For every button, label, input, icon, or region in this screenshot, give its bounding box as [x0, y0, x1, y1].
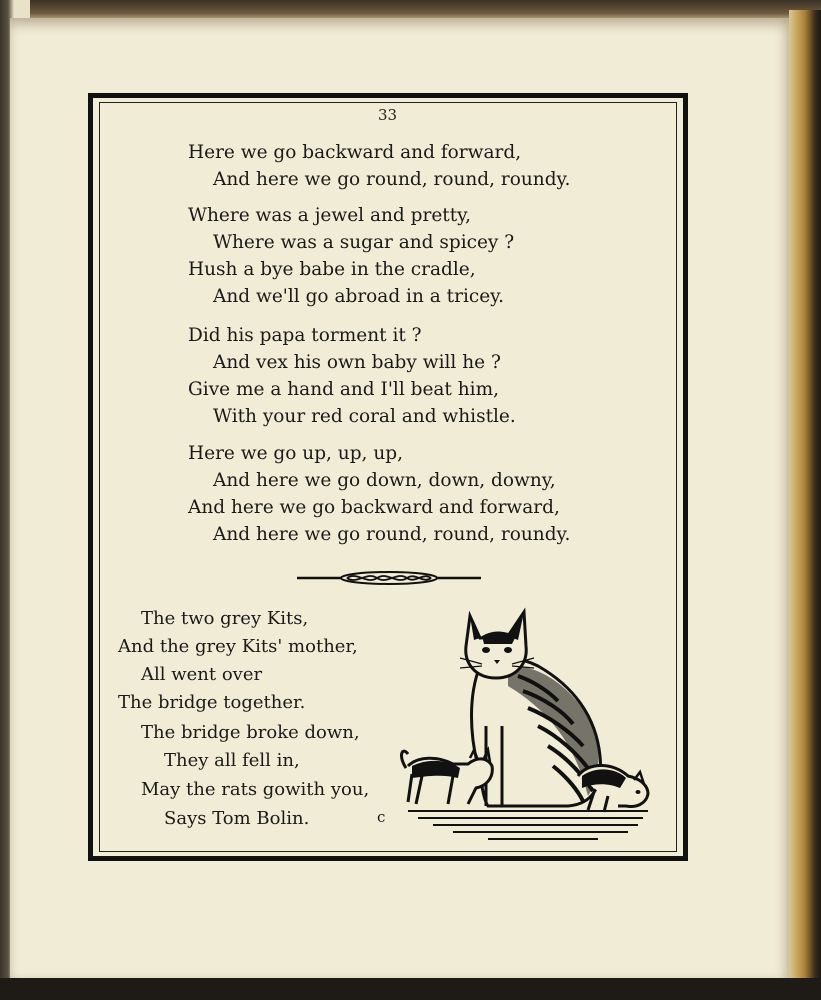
- verse-line: And here we go round, round, roundy.: [213, 169, 571, 190]
- verse-line: And we'll go abroad in a tricey.: [213, 286, 505, 307]
- signature-mark: c: [377, 808, 386, 826]
- book-cover-right: [789, 10, 821, 1000]
- verse-line: Where was a jewel and pretty,: [188, 205, 472, 226]
- verse-line: And here we go backward and forward,: [188, 497, 560, 518]
- ornament-divider: [297, 569, 481, 587]
- verse-line: The bridge broke down,: [141, 722, 360, 743]
- verse-line: And here we go round, round, roundy.: [213, 524, 571, 545]
- verse-line: They all fell in,: [164, 750, 300, 771]
- verse-line: And vex his own baby will he ?: [213, 352, 501, 373]
- stanza-3: [188, 322, 516, 430]
- verse-line: May the rats gowith you,: [141, 779, 370, 800]
- verse-line: Says Tom Bolin.: [164, 808, 310, 829]
- verse-line: The two grey Kits,: [141, 608, 309, 629]
- page-number: 33: [378, 106, 398, 124]
- verse-line: Did his papa torment it ?: [188, 325, 422, 346]
- verse-line: And here we go down, down, downy,: [213, 470, 556, 491]
- background-surface: [0, 978, 821, 1000]
- stanza-2: [188, 202, 514, 310]
- stanza-1: [188, 139, 570, 193]
- verse-line: And the grey Kits' mother,: [118, 636, 358, 657]
- verse-line: With your red coral and whistle.: [213, 406, 516, 427]
- verse-line: Here we go backward and forward,: [188, 142, 522, 163]
- verse-line: Give me a hand and I'll beat him,: [188, 379, 500, 400]
- cat-with-kittens-illustration: [398, 606, 658, 846]
- verse-line: Hush a bye babe in the cradle,: [188, 259, 476, 280]
- verse-line: The bridge together.: [118, 692, 306, 713]
- verse-line: All went over: [141, 664, 263, 685]
- stanza-4: [188, 440, 570, 548]
- verse-line: Here we go up, up, up,: [188, 443, 403, 464]
- verse-line: Where was a sugar and spicey ?: [213, 232, 515, 253]
